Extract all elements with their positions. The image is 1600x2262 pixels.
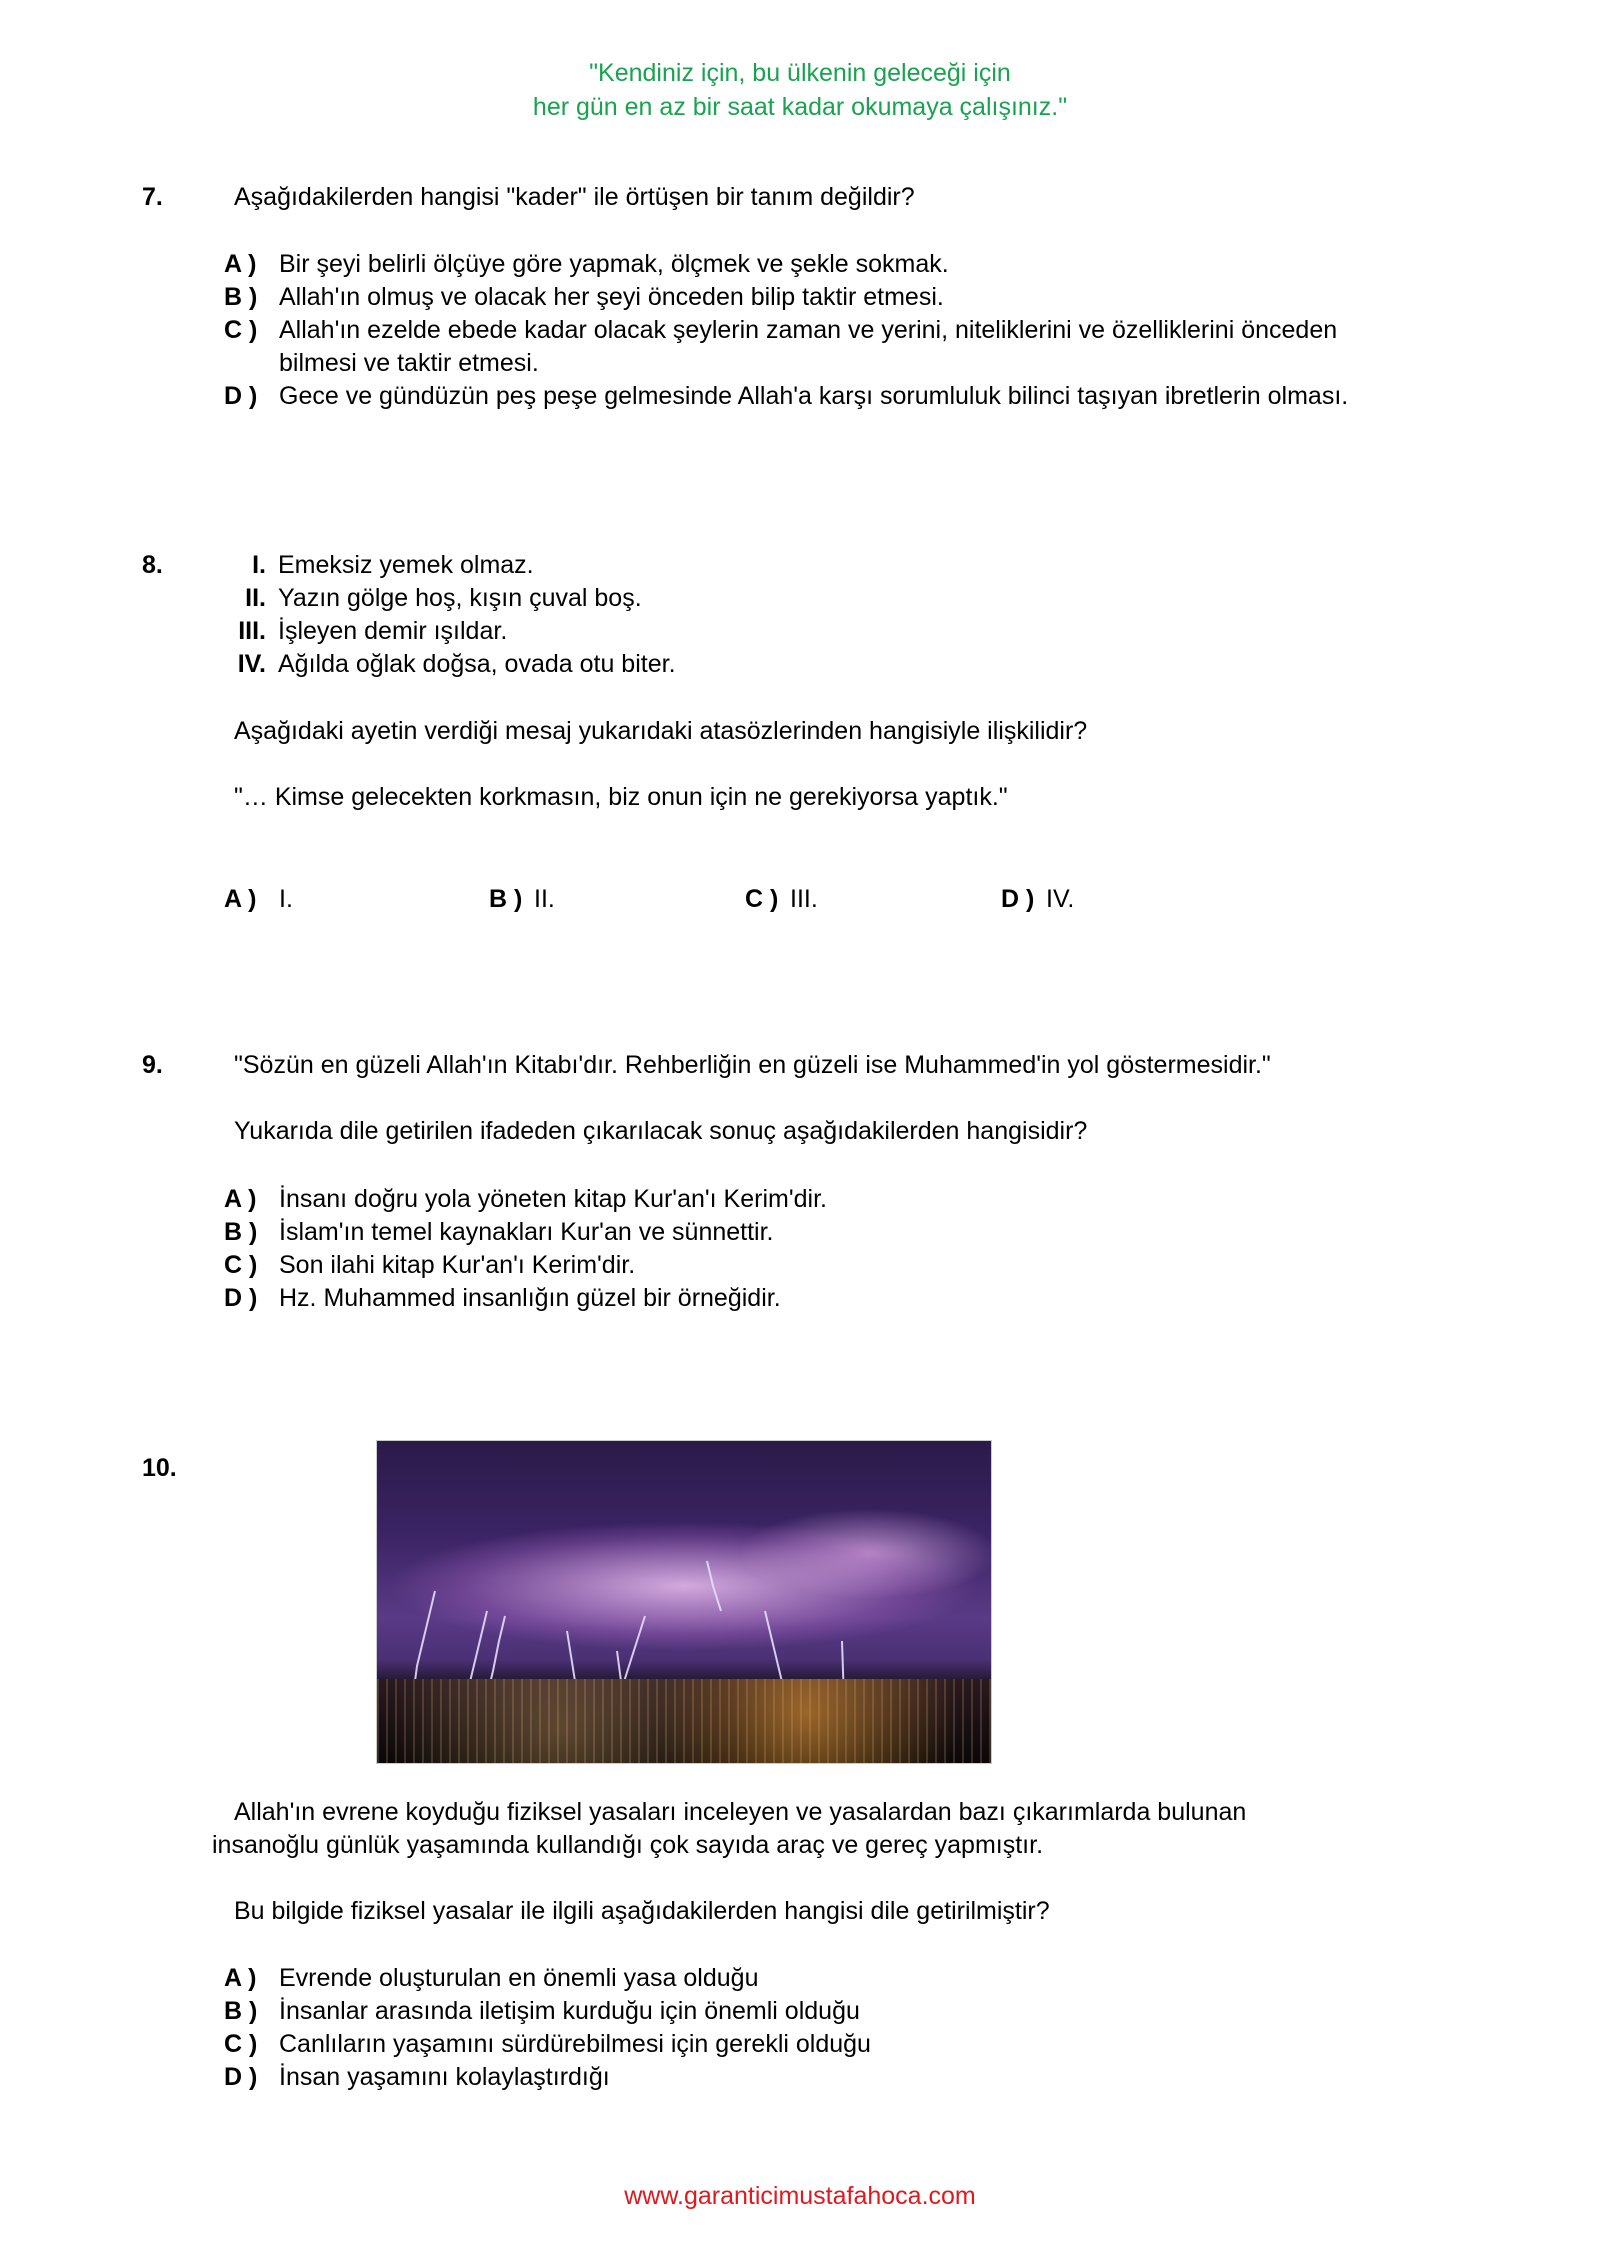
passage-line-1: Allah'ın evrene koyduğu fiziksel yasaları inceleyen ve yasalardan bazı çıkarımlarda bulunan	[234, 1798, 1247, 1826]
roman-numeral: IV.	[237, 650, 266, 678]
option-label: D )	[224, 1284, 258, 1312]
statement-3	[218, 615, 507, 648]
option-a[interactable]	[224, 248, 949, 281]
option-a[interactable]	[224, 883, 293, 916]
option-label: D )	[224, 382, 258, 410]
option-label: D )	[224, 2063, 258, 2091]
motivational-quote	[0, 56, 1600, 124]
option-label: A )	[224, 250, 257, 278]
question-number: 9.	[142, 1051, 163, 1079]
option-label: D )	[1001, 885, 1035, 913]
option-d[interactable]	[224, 1282, 781, 1315]
option-label: C )	[224, 1251, 258, 1279]
quote-line-2: her gün en az bir saat kadar okumaya çalışınız."	[532, 93, 1068, 121]
hadith-quote: "Sözün en güzeli Allah'ın Kitabı'dır. Rehberliğin en güzeli ise Muhammed'in yol göstermesidir."	[234, 1051, 1271, 1079]
option-label: B )	[224, 283, 258, 311]
quote-line-1: "Kendiniz için, bu ülkenin geleceği için	[589, 59, 1011, 87]
statement-text: Ağılda oğlak doğsa, ovada otu biter.	[278, 650, 676, 678]
option-d[interactable]	[1001, 883, 1074, 916]
footer-website-link[interactable]: www.garanticimustafahoca.com	[624, 2182, 976, 2210]
option-c[interactable]	[224, 1249, 635, 1282]
option-b[interactable]	[489, 883, 555, 916]
roman-numeral: I.	[252, 551, 266, 579]
question-stem: Yukarıda dile getirilen ifadeden çıkarılacak sonuç aşağıdakilerden hangisidir?	[234, 1117, 1088, 1145]
option-text: Gece ve gündüzün peş peşe gelmesinde Allah'a karşı sorumluluk bilinci taşıyan ibretlerin olması.	[279, 382, 1349, 410]
statement-4	[218, 648, 676, 681]
option-text: Evrende oluşturulan en önemli yasa olduğu	[279, 1964, 759, 1992]
option-d[interactable]	[224, 2061, 610, 2094]
option-label: B )	[224, 1218, 258, 1246]
option-label: A )	[224, 1185, 257, 1213]
statement-text: Emeksiz yemek olmaz.	[278, 551, 534, 579]
lightning-storm-image	[376, 1440, 992, 1764]
option-text: I.	[279, 885, 293, 913]
statement-text: Yazın gölge hoş, kışın çuval boş.	[278, 584, 642, 612]
option-text: İslam'ın temel kaynakları Kur'an ve sünnettir.	[279, 1218, 774, 1246]
option-c[interactable]	[224, 314, 1337, 347]
option-label: C )	[745, 885, 779, 913]
option-text: IV.	[1046, 885, 1075, 913]
roman-numeral: II.	[245, 584, 266, 612]
option-text: Canlıların yaşamını sürdürebilmesi için gerekli olduğu	[279, 2030, 871, 2058]
option-text: II.	[534, 885, 555, 913]
option-text: III.	[790, 885, 818, 913]
question-stem: Aşağıdakilerden hangisi "kader" ile örtüşen bir tanım değildir?	[234, 183, 915, 211]
option-label: A )	[224, 1964, 257, 1992]
option-label: C )	[224, 316, 258, 344]
option-text: İnsanlar arasında iletişim kurduğu için önemli olduğu	[279, 1997, 860, 2025]
statement-text: İşleyen demir ışıldar.	[278, 617, 508, 645]
option-b[interactable]	[224, 1995, 860, 2028]
question-number: 8.	[142, 551, 163, 579]
option-c[interactable]	[745, 883, 818, 916]
option-text: Son ilahi kitap Kur'an'ı Kerim'dir.	[279, 1251, 636, 1279]
question-stem: Bu bilgide fiziksel yasalar ile ilgili aşağıdakilerden hangisi dile getirilmiştir?	[234, 1897, 1050, 1925]
verse-quote: "… Kimse gelecekten korkmasın, biz onun için ne gerekiyorsa yaptık."	[234, 783, 1008, 811]
statement-2	[218, 582, 642, 615]
option-d[interactable]	[224, 380, 1348, 413]
question-number: 10.	[142, 1454, 177, 1482]
option-b[interactable]	[224, 1216, 774, 1249]
option-a[interactable]	[224, 1962, 758, 1995]
option-text: İnsan yaşamını kolaylaştırdığı	[279, 2063, 610, 2091]
question-number: 7.	[142, 183, 163, 211]
option-label: B )	[224, 1997, 258, 2025]
option-a[interactable]	[224, 1183, 827, 1216]
option-label: A )	[224, 885, 257, 913]
option-text: Bir şeyi belirli ölçüye göre yapmak, ölçmek ve şekle sokmak.	[279, 250, 949, 278]
roman-numeral: III.	[238, 617, 266, 645]
option-text: Allah'ın ezelde ebede kadar olacak şeylerin zaman ve yerini, niteliklerini ve özelliklerini önceden	[279, 316, 1338, 344]
option-text: Allah'ın olmuş ve olacak her şeyi önceden bilip taktir etmesi.	[279, 283, 944, 311]
option-text: İnsanı doğru yola yöneten kitap Kur'an'ı Kerim'dir.	[279, 1185, 827, 1213]
passage-line-2: insanoğlu günlük yaşamında kullandığı çok sayıda araç ve gereç yapmıştır.	[212, 1831, 1044, 1859]
option-label: C )	[224, 2030, 258, 2058]
option-b[interactable]	[224, 281, 944, 314]
option-c-continuation: bilmesi ve taktir etmesi.	[279, 349, 539, 377]
question-stem: Aşağıdaki ayetin verdiği mesaj yukarıdaki atasözlerinden hangisiyle ilişkilidir?	[234, 717, 1088, 745]
statement-1	[218, 549, 534, 582]
option-text: Hz. Muhammed insanlığın güzel bir örneğidir.	[279, 1284, 781, 1312]
city-lights	[377, 1679, 991, 1763]
option-label: B )	[489, 885, 523, 913]
option-c[interactable]	[224, 2028, 871, 2061]
